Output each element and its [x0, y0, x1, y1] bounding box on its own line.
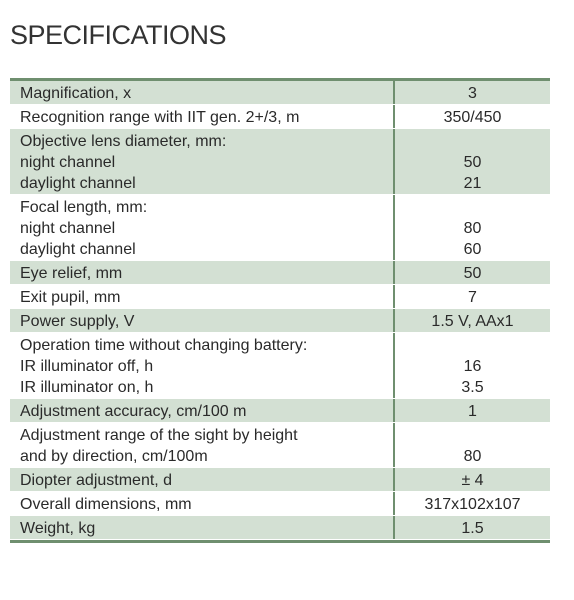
spec-label: daylight channel	[20, 241, 136, 258]
spec-value-cell	[395, 105, 550, 128]
spec-value: 317x102x107	[424, 496, 521, 513]
table-row	[10, 195, 550, 261]
spec-value-cell	[395, 261, 550, 284]
spec-value-cell	[395, 285, 550, 308]
spec-label: IR illuminator off, h	[20, 358, 154, 375]
table-row	[10, 399, 550, 423]
spec-label: Operation time without changing battery:	[20, 337, 308, 354]
spec-value: ± 4	[461, 472, 484, 489]
spec-value-cell	[395, 492, 550, 515]
spec-value: 1	[468, 403, 477, 420]
spec-label: and by direction, cm/100m	[20, 448, 208, 465]
spec-label-cell	[10, 423, 395, 467]
spec-label: night channel	[20, 220, 116, 237]
spec-label-cell	[10, 333, 395, 398]
spec-value: 80	[463, 448, 482, 465]
table-row	[10, 309, 550, 333]
spec-label: Diopter adjustment, d	[20, 472, 173, 489]
spec-label-cell	[10, 468, 395, 491]
spec-label: Eye relief, mm	[20, 265, 123, 282]
table-row	[10, 129, 550, 195]
spec-label: night channel	[20, 154, 116, 171]
spec-value: 3.5	[461, 379, 484, 396]
spec-label: Magnification, x	[20, 85, 132, 102]
spec-label-cell	[10, 399, 395, 422]
spec-value: 60	[463, 241, 482, 258]
table-row	[10, 423, 550, 468]
table-row	[10, 492, 550, 516]
table-row	[10, 333, 550, 399]
table-row	[10, 261, 550, 285]
spec-value: 80	[463, 220, 482, 237]
spec-label: Overall dimensions, mm	[20, 496, 192, 513]
spec-label: Adjustment range of the sight by height	[20, 427, 298, 444]
spec-label-cell	[10, 129, 395, 194]
spec-label: Recognition range with IIT gen. 2+/3, m	[20, 109, 300, 126]
spec-label: daylight channel	[20, 175, 136, 192]
spec-value-cell	[395, 468, 550, 491]
spec-value: 7	[468, 289, 477, 306]
spec-label: Focal length, mm:	[20, 199, 148, 216]
spec-label: Power supply, V	[20, 313, 135, 330]
table-row	[10, 81, 550, 105]
table-bottom-rule	[10, 540, 550, 543]
table-row	[10, 516, 550, 540]
spec-label-cell	[10, 492, 395, 515]
spec-value: 16	[463, 358, 482, 375]
spec-label: Weight, kg	[20, 520, 96, 537]
spec-label: Exit pupil, mm	[20, 289, 121, 306]
spec-label-cell	[10, 81, 395, 104]
spec-label-cell	[10, 261, 395, 284]
table-row	[10, 468, 550, 492]
spec-label-cell	[10, 285, 395, 308]
spec-label-cell	[10, 105, 395, 128]
spec-label-cell	[10, 195, 395, 260]
spec-value: 1.5	[461, 520, 484, 537]
spec-label-cell	[10, 309, 395, 332]
spec-value: 21	[463, 175, 482, 192]
spec-label: Adjustment accuracy, cm/100 m	[20, 403, 247, 420]
page-title: SPECIFICATIONS	[10, 20, 227, 50]
spec-value-cell	[395, 399, 550, 422]
spec-value: 50	[463, 265, 482, 282]
spec-label-cell	[10, 516, 395, 539]
spec-label: IR illuminator on, h	[20, 379, 154, 396]
spec-value-cell	[395, 333, 550, 398]
spec-value: 1.5 V, AAx1	[431, 313, 514, 330]
spec-value-cell	[395, 516, 550, 539]
spec-value-cell	[395, 81, 550, 104]
table-row	[10, 105, 550, 129]
spec-value-cell	[395, 423, 550, 467]
spec-value: 50	[463, 154, 482, 171]
spec-label: Objective lens diameter, mm:	[20, 133, 227, 150]
table-body	[10, 81, 550, 540]
spec-value: 3	[468, 85, 477, 102]
spec-value: 350/450	[443, 109, 502, 126]
spec-value-cell	[395, 309, 550, 332]
spec-value-cell	[395, 195, 550, 260]
specifications-table	[10, 78, 550, 543]
spec-value-cell	[395, 129, 550, 194]
table-row	[10, 285, 550, 309]
